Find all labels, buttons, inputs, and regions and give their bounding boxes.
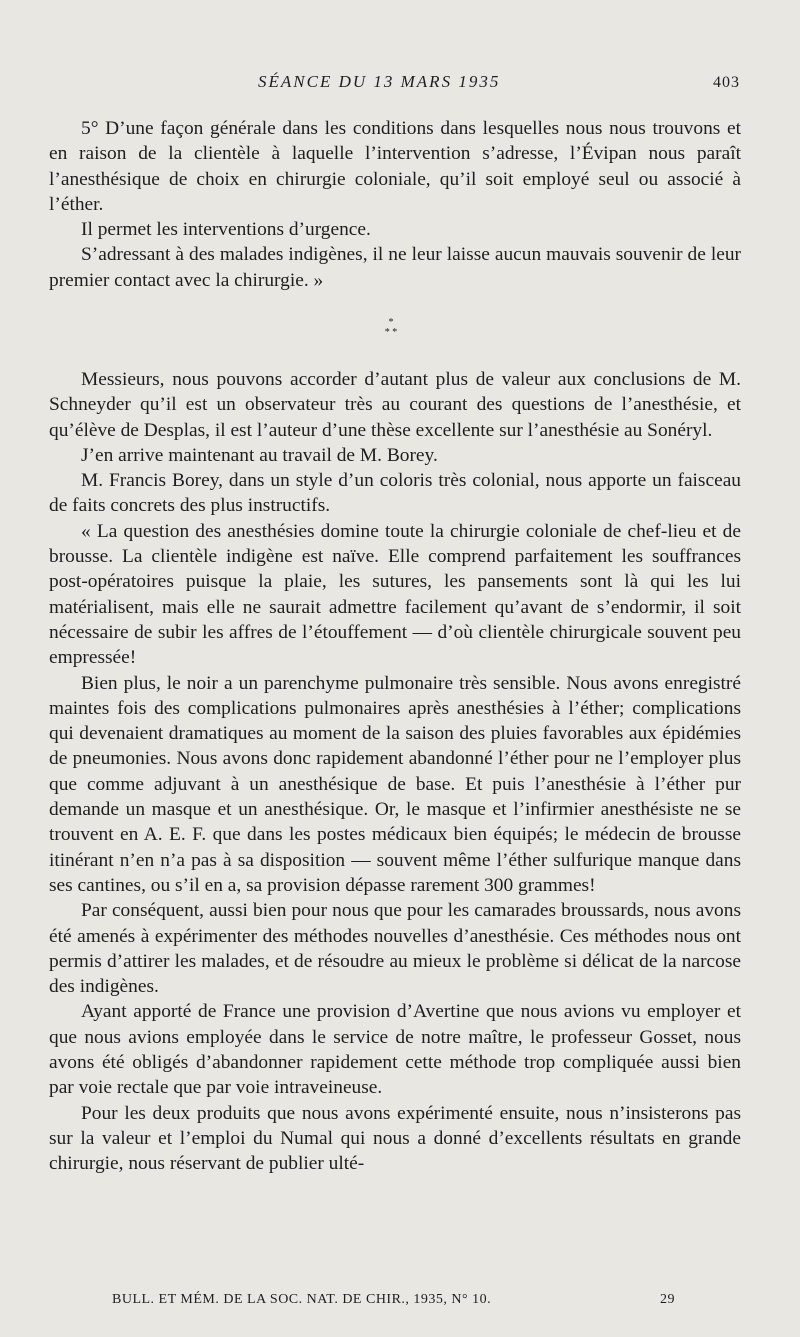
sheet-number: 29 bbox=[660, 1292, 675, 1307]
page-footer bbox=[112, 1292, 712, 1308]
running-head bbox=[0, 72, 800, 98]
paragraph: J’en arrive maintenant au travail de M. Borey. bbox=[81, 444, 438, 466]
paragraph: « La question des anesthésies domine toute la chirurgie coloniale de chef-lieu et de brousse. La clientèle indigène est naïve. Elle comprend parfaitement les souffrances post-opératoires puisque la plaie, les sutures, les pansements sont là qui les lui matérialisent, mais elle ne saurait admettre facilement qu’avant de s’endormir, il soit nécessaire de subir les affres de l’étouffement — d’où clientèle chirurgicale souvent peu empressée! bbox=[49, 520, 741, 669]
separator-star-top: * bbox=[388, 317, 394, 328]
text-block-top bbox=[49, 116, 741, 293]
paragraph: S’adressant à des malades indigènes, il ne leur laisse aucun mauvais souvenir de leur premier contact avec la chirurgie. » bbox=[49, 244, 741, 291]
paragraph: Pour les deux produits que nous avons expérimenté ensuite, nous n’insisterons pas sur la valeur et l’emploi du Numal qui nous a donné d’excellents résultats en grande chirurgie, nous réservant de publier ulté- bbox=[49, 1102, 741, 1175]
paragraph: Ayant apporté de France une provision d’Avertine que nous avions vu employer et que nous avions employée dans le service de notre maître, le professeur Gosset, nous avons été obligés d’abandonner rapidement cette méthode trop compliquée aussi bien par voie rectale que par voie intraveineuse. bbox=[49, 1001, 741, 1099]
paragraph: Par conséquent, aussi bien pour nous que pour les camarades broussards, nous avons été amenés à expérimenter des méthodes nouvelles d’anesthésie. Ces méthodes nous ont permis d’attirer les malades, et de résoudre au mieux le problème si délicat de la narcose des indigènes. bbox=[49, 900, 741, 998]
section-separator bbox=[376, 318, 406, 348]
page-number: 403 bbox=[713, 74, 740, 91]
running-title: SÉANCE DU 13 MARS 1935 bbox=[258, 72, 501, 91]
paragraph: M. Francis Borey, dans un style d’un coloris très colonial, nous apporte un faisceau de faits concrets des plus instructifs. bbox=[49, 470, 741, 517]
paragraph: 5° D’une façon générale dans les conditions dans lesquelles nous nous trouvons et en raison de la clientèle à laquelle l’intervention s’adresse, l’Évipan nous paraît l’anesthésique de choix en chirurgie coloniale, qu’il soit employé seul ou associé à l’éther. bbox=[49, 118, 741, 215]
paragraph: Bien plus, le noir a un parenchyme pulmonaire très sensible. Nous avons enregistré maintes fois des complications pulmonaires après anesthésies à l’éther; complications qui devenaient dramatiques au moment de la saison des pluies favorables aux épidémies de pneumonies. Nous avons donc rapidement abandonné l’éther pour ne l’employer plus que comme adjuvant à un anesthésique de base. Et puis l’anesthésie à l’éther pur demande un masque et un anesthésique. Or, le masque et l’infirmier anesthésiste ne se trouvent en A. E. F. que dans les postes médicaux bien équipés; le médecin de brousse itinérant n’en n’a pas à sa disposition — souvent même l’éther sulfurique manque dans ses cantines, ou s’il en a, sa provision dépasse rarement 300 grammes! bbox=[49, 672, 741, 896]
separator-stars-bottom: * * bbox=[384, 327, 398, 338]
paragraph: Il permet les interventions d’urgence. bbox=[81, 219, 371, 241]
text-block-main bbox=[49, 367, 741, 1177]
footer-citation: BULL. ET MÉM. DE LA SOC. NAT. DE CHIR., 1935, N° 10. bbox=[112, 1292, 492, 1307]
paragraph: Messieurs, nous pouvons accorder d’autant plus de valeur aux conclusions de M. Schneyder qu’il est un observateur très au courant des questions de l’anesthésie, et qu’élève de Desplas, il est l’auteur d’une thèse excellente sur l’anesthésie au Sonéryl. bbox=[49, 369, 741, 441]
